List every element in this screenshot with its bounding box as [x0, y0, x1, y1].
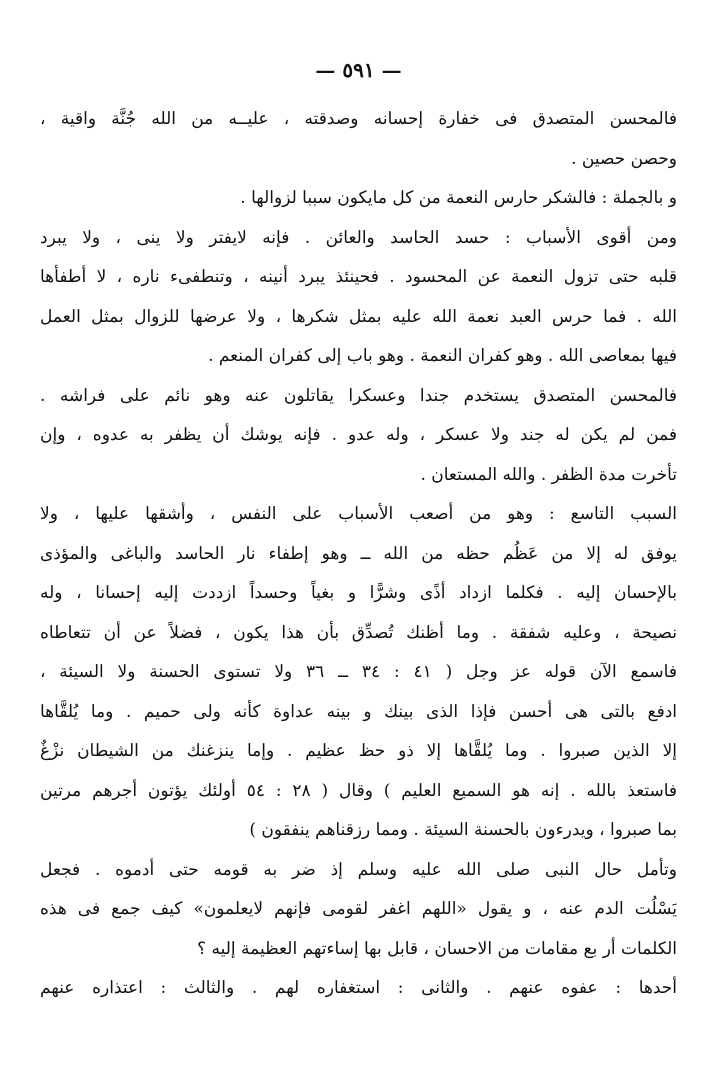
text-line: فاسمع الآن قوله عز وجل ( ٤١ : ٣٤ ــ ٣٦ ولا تستوى الحسنة ولا السيئة ،: [40, 662, 677, 682]
text-line: فاستعذ بالله . إنه هو السميع العليم ) وقال ( ٢٨ : ٥٤ أولئك يؤتون أجرهم مرتين: [40, 780, 677, 801]
text-line: بما صبروا ، ويدرءون بالحسنة السيئة . ومما رزقناهم ينفقون ): [249, 820, 677, 840]
text-line: تأخرت مدة الظفر . والله المستعان .: [420, 464, 677, 485]
text-line: وحصن حصين .: [571, 148, 677, 169]
text-line: ومن أقوى الأسباب : حسد الحاسد والعائن . فإنه لايفتر ولا ينى ، ولا يبرد: [40, 227, 677, 248]
text-line: نصيحة ، وعليه شفقة . وما أظنك تُصدِّق بأن هذا يكون ، فضلاً عن أن تتعاطاه: [40, 622, 677, 643]
text-line: إلا الذين صبروا . وما يُلقَّاها إلا ذو حظ عظيم . وإما ينزغنك من الشيطان نزْغٌ: [40, 741, 677, 761]
page-number: — ٥٩١ —: [315, 58, 402, 82]
text-line: أحدها : عفوه عنهم . والثانى : استغفاره لهم . والثالث : اعتذاره عنهم: [40, 978, 677, 998]
text-line: فالمحسن المتصدق يستخدم جندا وعسكرا يقاتلون عنه وهو نائم على فراشه .: [40, 385, 677, 406]
text-line: فيها بمعاصى الله . وهو كفران النعمة . وهو باب إلى كفران المنعم .: [208, 346, 677, 366]
text-line: وتأمل حال النبى صلى الله عليه وسلم إذ ضر به قومه حتى أدموه . فجعل: [40, 859, 677, 880]
text-line: قلبه حتى تزول النعمة عن المحسود . فحينئذ يبرد أنينه ، وتنطفىء ناره ، لا أطفأها: [40, 267, 677, 287]
text-line: السبب التاسع : وهو من أصعب الأسباب على النفس ، وأشقها عليها ، ولا: [40, 504, 677, 524]
text-line: و بالجملة : فالشكر حارس النعمة من كل مايكون سببا لزوالها .: [240, 188, 677, 208]
text-line: فالمحسن المتصدق فى خفارة إحسانه وصدقته ، عليــه من الله جُنَّة واقية ،: [40, 109, 677, 129]
page-body-text: [40, 100, 677, 1009]
text-line: فمن لم يكن له جند ولا عسكر ، وله عدو . فإنه يوشك أن يظفر به عدوه ، وإن: [40, 425, 677, 445]
text-line: بالإحسان إليه . فكلما ازداد أذًى وشرًّا و بغياً وحسداً ازددت إليه إحسانا ، وله: [40, 583, 677, 603]
text-line: يَسْلُت الدم عنه ، و يقول «اللهم اغفر لقومى فإنهم لايعلمون» كيف جمع فى هذه: [40, 899, 677, 919]
text-line: ادفع بالتى هى أحسن فإذا الذى بينك و بينه عداوة كأنه ولى حميم . وما يُلقَّاها: [40, 701, 677, 722]
text-line: يوفق له إلا من عَظُم حظه من الله ــ وهو إطفاء نار الحاسد والباغى والمؤذى: [40, 543, 677, 564]
text-line: الكلمات أر بع مقامات من الاحسان ، قابل بها إساءتهم العظيمة إليه ؟: [197, 938, 677, 959]
text-line: الله . فما حرس العبد نعمة الله عليه بمثل شكرها ، ولا عرضها للزوال بمثل العمل: [40, 306, 677, 327]
